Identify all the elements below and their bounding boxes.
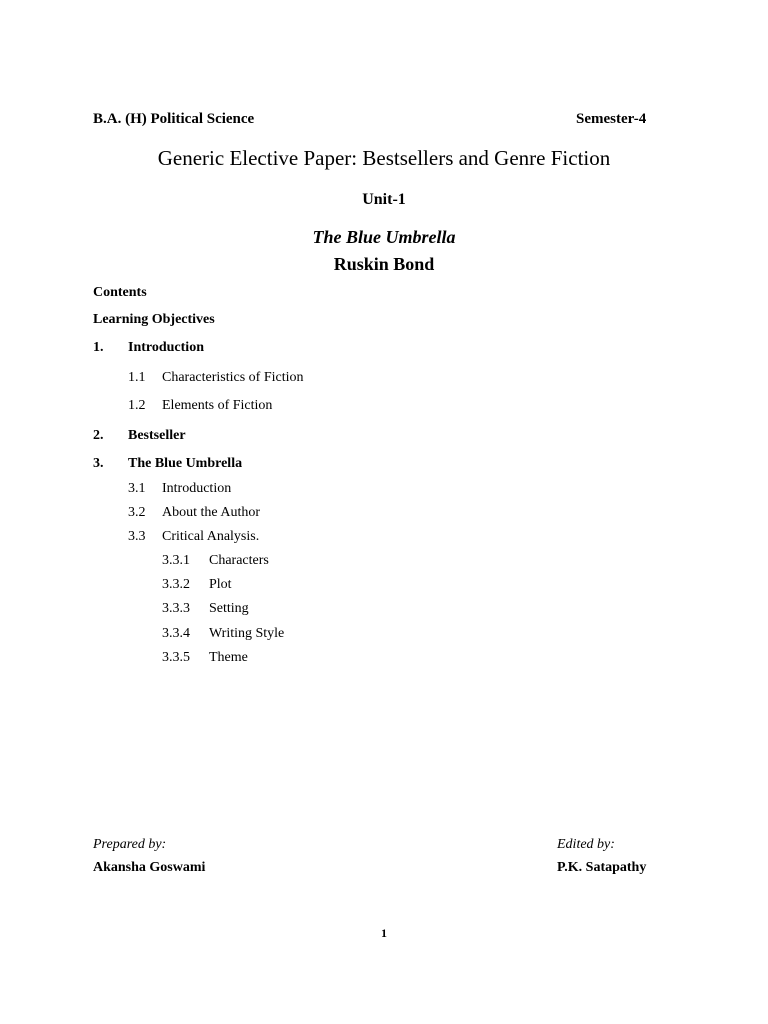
prepared-by-label: Prepared by: xyxy=(93,837,167,852)
author-name: Ruskin Bond xyxy=(333,254,435,274)
toc-subsection-title: Characteristics of Fiction xyxy=(162,370,304,385)
prepared-by-name: Akansha Goswami xyxy=(93,860,206,875)
contents-heading: Contents xyxy=(93,285,147,300)
toc-subsubsection-number: 3.3.5 xyxy=(162,650,190,665)
toc-subsection-title: Introduction xyxy=(162,481,232,496)
toc-subsubsection-title: Plot xyxy=(209,577,232,592)
toc-subsubsection-title: Theme xyxy=(209,650,248,665)
toc-subsection-number: 3.1 xyxy=(128,481,146,496)
story-title: The Blue Umbrella xyxy=(312,227,456,247)
toc-section-number: 1. xyxy=(93,340,104,355)
toc-section-title: Bestseller xyxy=(128,428,186,443)
toc-subsection-number: 3.2 xyxy=(128,505,146,520)
toc-subsection-number: 1.2 xyxy=(128,398,146,413)
toc-section-title: The Blue Umbrella xyxy=(128,456,243,471)
toc-section-number: 3. xyxy=(93,456,104,471)
page-number: 1 xyxy=(381,926,387,940)
edited-by-label: Edited by: xyxy=(557,837,615,852)
toc-subsubsection-number: 3.3.3 xyxy=(162,601,190,616)
learning-objectives-heading: Learning Objectives xyxy=(93,312,215,327)
toc-subsection-number: 1.1 xyxy=(128,370,146,385)
toc-subsubsection-title: Writing Style xyxy=(209,626,285,641)
edited-by-name: P.K. Satapathy xyxy=(557,860,647,875)
toc-subsection-title: Elements of Fiction xyxy=(162,398,273,413)
toc-subsection-title: Critical Analysis. xyxy=(162,529,260,544)
toc-subsubsection-title: Setting xyxy=(209,601,249,616)
toc-section-number: 2. xyxy=(93,428,104,443)
semester-label: Semester-4 xyxy=(576,111,647,127)
unit-label: Unit-1 xyxy=(362,191,406,208)
toc-subsection-number: 3.3 xyxy=(128,529,146,544)
paper-title: Generic Elective Paper: Bestsellers and Genre Fiction xyxy=(157,146,611,170)
toc-subsubsection-number: 3.3.4 xyxy=(162,626,190,641)
course-name: B.A. (H) Political Science xyxy=(93,111,255,127)
toc-section-title: Introduction xyxy=(128,340,204,355)
toc-subsubsection-title: Characters xyxy=(209,553,269,568)
toc-subsection-title: About the Author xyxy=(162,505,260,520)
toc-subsubsection-number: 3.3.2 xyxy=(162,577,190,592)
toc-subsubsection-number: 3.3.1 xyxy=(162,553,190,568)
